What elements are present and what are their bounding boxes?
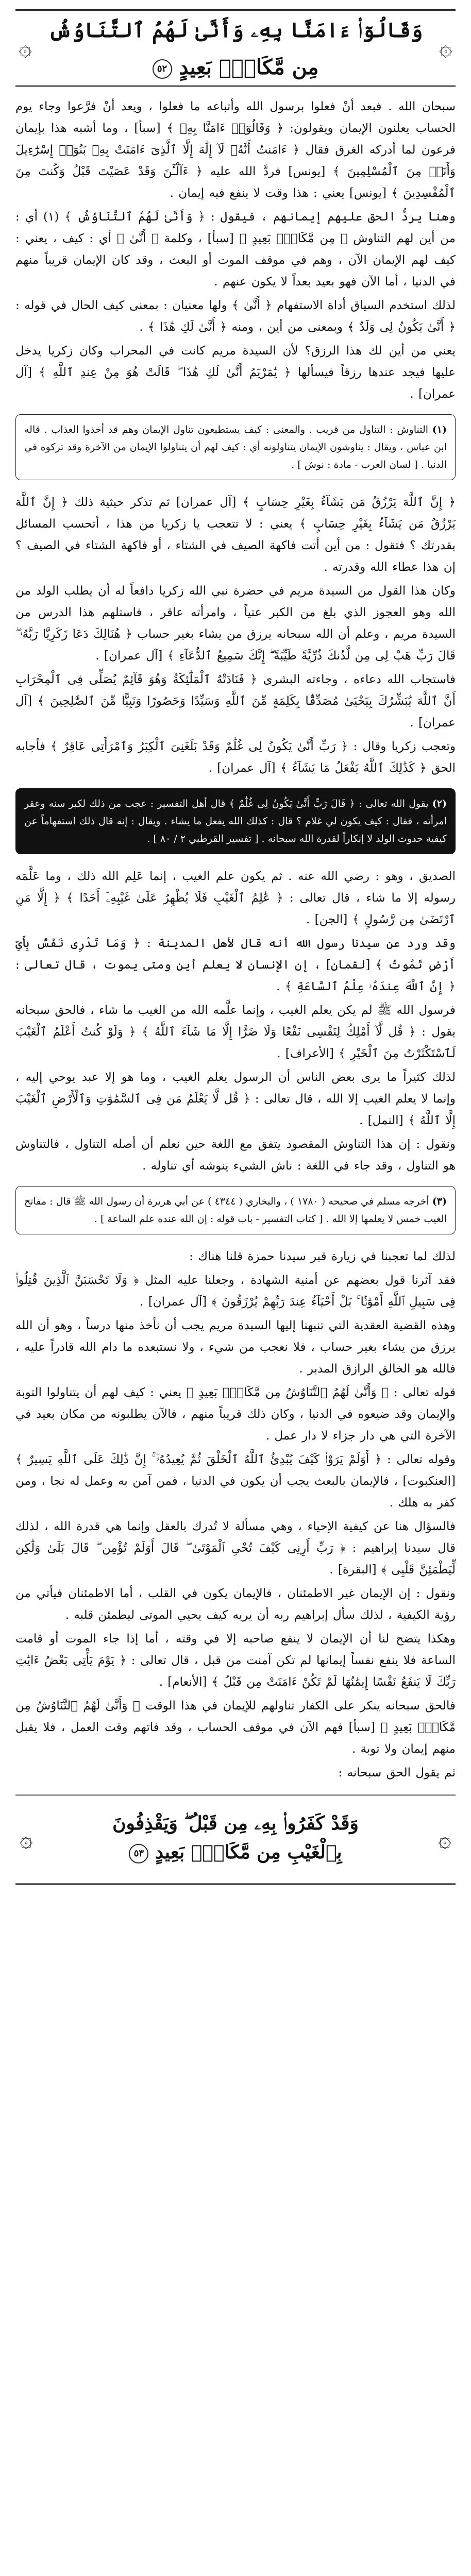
ornament-icon: ۞ <box>439 35 452 61</box>
footer-verse-line2-text: بِٱلْغَيْبِ مِن مَّكَانٍۭ بَعِيدٍ <box>155 1841 342 1863</box>
header-verse-line1: وَقَالُوٓا۟ ءَامَنَّا بِهِۦ وَأَنَّىٰ لَهُمُ ٱلتَّنَاوُشُ <box>48 18 423 42</box>
body-paragraph: وهكذا يتضح لنا أن الإيمان لا ينفع صاحبه إلا في وقته ، أما إذا جاء الموت أو قامت الساعة فلا ينفع نفساً إيمانها لم تكن آمنت من قبل ، قال تعالى : ﴿ يَوْمَ يَأْتِى بَعْضُ ءَايَٰتِ رَبِّكَ لَا يَنفَعُ نَفْسًا إِيمَٰنُهَا لَمْ تَكُنْ ءَامَنَتْ مِن قَبْلُ ﴾ [الأنعام] . <box>15 1632 456 1689</box>
body-paragraph: فاستجاب الله دعاءه ، وجاءته البشرى ﴿ فَنَادَتْهُ ٱلْمَلَٰٓئِكَةُ وَهُوَ قَآئِمٌ يُصَلِّى فِى ٱلْمِحْرَابِ أَنَّ ٱللَّهَ يُبَشِّرُكَ بِيَحْيَىٰ مُصَدِّقًۢا بِكَلِمَةٍ مِّنَ ٱللَّهِ وَسَيِّدًا وَحَصُورًا وَنَبِيًّا مِّنَ ٱلصَّٰلِحِينَ ﴾ [آل عمران] . <box>15 673 456 730</box>
footnote-number: (١) <box>432 424 447 435</box>
body-paragraph: وقوله تعالى : ﴿ أَوَلَمْ يَرَوْا۟ كَيْفَ يُبْدِئُ ٱللَّهُ ٱلْخَلْقَ ثُمَّ يُعِيدُهُۥٓ ۚ إِنَّ ذَٰلِكَ عَلَى ٱللَّهِ يَسِيرٌ ﴾ [العنكبوت] ، فالإيمان بالبعث يجب أن يكون في الدنيا ، فمن آمن به وعمل له نجا ، ومن كفر به هلك . <box>15 1453 456 1510</box>
body-paragraph: يعني من أين لك هذا الرزق؟ لأن السيدة مريم كانت في المحراب وكان زكريا يدخل عليها فيجد عندها رزقاً فيسألها ﴿ يَٰمَرْيَمُ أَنَّىٰ لَكِ هَٰذَا ۖ قَالَتْ هُوَ مِنْ عِندِ ٱللَّهِ ﴾ [آل عمران] . <box>15 344 456 401</box>
ornament-icon: ۞ <box>19 35 32 61</box>
body-paragraph: قوله تعالى : ﴿ وَأَنَّىٰ لَهُمُ ٱلتَّنَاوُشُ مِن مَّكَانٍۭ بَعِيدٍ ﴾ يعني : كيف لهم أن يتناولوا التوبة والإيمان وقد ضيعوه في الدنيا ، وكان ذلك قريباً منهم ، فالآن يطلبونه من مكان بعيد في الآخرة التي هي دار جزاء لا دار عمل . <box>15 1386 456 1443</box>
header-frame <box>15 9 456 87</box>
ornament-icon: ۞ <box>438 1826 451 1853</box>
footer-verse-banner <box>15 1794 456 1885</box>
body-paragraph: فالحق سبحانه ينكر على الكفار تناولهم للإيمان في هذا الوقت ﴿ وَأَنَّىٰ لَهُمُ ٱلتَّنَاوُشُ مِن مَّكَانٍۭ بَعِيدٍ ﴾ [سبأ] فهم الآن في موقف الحساب ، وقد فاتهم وقت العمل ، فلا يقبل منهم إيمان ولا توبة . <box>15 1699 456 1756</box>
footnote-text: أخرجه مسلم في صحيحه ( ١٧٨٠ ) ، والبخاري ( ٤٣٤٤ ) عن أبي هريرة أن رسول الله ﷺ قال : مفاتح الغيب خمس لا يعلمها إلا الله . [ كتاب التفسير - باب قوله : إن الله عنده علم الساعة ] . <box>24 1196 447 1225</box>
body-paragraph: الصديق ، وهو : رضي الله عنه . ثم يكون علم الغيب ، إنما عَلِم الله ذلك ، وما عَلَّمَه رسوله إلا ما شاء ، قال تعالى : ﴿ عَٰلِمُ ٱلْغَيْبِ فَلَا يُظْهِرُ عَلَىٰ غَيْبِهِۦٓ أَحَدًا ﴾ ﴿ إِلَّا مَنِ ٱرْتَضَىٰ مِن رَّسُولٍ ﴾ [الجن] . <box>15 870 456 926</box>
footer-verse-line2 <box>15 1838 456 1867</box>
body-paragraph: وتعجب زكريا وقال : ﴿ رَبِّ أَنَّىٰ يَكُونُ لِى غُلَٰمٌ وَقَدْ بَلَغَنِىَ ٱلْكِبَرُ وَٱمْرَأَتِى عَاقِرٌ ﴾ فأجابه الحق ﴿ كَذَٰلِكَ ٱللَّهُ يَفْعَلُ مَا يَشَآءُ ﴾ [آل عمران] . <box>15 740 456 775</box>
ayah-number: ٥٢ <box>153 59 172 79</box>
footnote-text: التناوش : التناول من قريب . والمعنى : كيف يستطيعون تناول الإيمان وهم قد أخذوا العذاب . قاله ابن عباس ، ويقال : يناوشون الإيمان يتناولونه أي : كيف لهم أن يتناولوا الإيمان من الآخرة وقد تركوه في الدنيا . [ لسان العرب - مادة : نوش ] . <box>24 424 447 470</box>
body-paragraph: وكان هذا القول من السيدة مريم في حضرة نبي الله زكريا دافعاً له أن يطلب الولد من الله وهو العجوز الذي بلغ من الكبر عتياً ، وامرأته عاقر ، فاستلهم هذا الدرس من السيدة مريم ، وعلم أن الله سبحانه يرزق من يشاء بغير حساب ﴿ هُنَالِكَ دَعَا زَكَرِيَّا رَبَّهُۥ ۖ قَالَ رَبِّ هَبْ لِى مِن لَّدُنكَ ذُرِّيَّةً طَيِّبَةً ۖ إِنَّكَ سَمِيعُ ٱلدُّعَآءِ ﴾ [آل عمران] . <box>15 584 456 663</box>
body-paragraph: وهنا يردُّ الحق عليهم إيمانهم ، فيقول : ﴿ وَأَنَّىٰ لَهُمُ ٱلتَّنَاوُشُ ﴾ (١) أي : من أين لهم التناوش ﴿ مِن مَّكَانٍۭ بَعِيدٍ ﴾ [سبأ] ، وكلمة ﴿ أَنَّىٰ ﴾ أي : كيف ، يعني : كيف لهم الإيمان الآن ، وهم في موقف الموت أو البعث ، وقد كان الإيمان قريباً منهم في الدنيا ، أما الآن فهو بعيد بعداً لا يكون عنهم . <box>15 210 456 289</box>
body-paragraph: ﴿ إِنَّ ٱللَّهَ يَرْزُقُ مَن يَشَآءُ بِغَيْرِ حِسَابٍ ﴾ [آل عمران] ثم تذكر حيثية ذلك ﴿ إِنَّ ٱللَّهَ يَرْزُقُ مَن يَشَآءُ بِغَيْرِ حِسَابٍ ﴾ يعني : لا تتعجب يا زكريا من هذا ، أتحسب المسائل بقدرتك ؟ فتقول : من أين أتت فاكهة الصيف في الشتاء ، أو فاكهة الشتاء في الصيف ؟ إن هذا عطاء الله وقدرته . <box>15 496 456 574</box>
footnote-text: يقول الله تعالى : ﴿ قَالَ رَبِّ أَنَّىٰ يَكُونُ لِى غُلَٰمٌ ﴾ قال أهل التفسير : عجب من ذلك لكبر سنه وعقر امرأته ، فقال : كيف يكون لي غلام ؟ قال : كذلك الله يفعل ما يشاء . ويقال : إنه قال ذلك استفهاماً عن كيفية حدوث الولد لا إنكاراً لقدرة الله سبحانه . [ تفسير القرطبي ٢ / ٨٠ ] . <box>24 798 447 844</box>
footnote-box <box>15 414 456 480</box>
body-paragraph: وقد ورد عن سيدنا رسول الله أنه قال لأهل المدينة : ﴿ وَمَا تَدْرِى نَفْسٌۢ بِأَىِّ أَرْضٍ تَمُوتُ ﴾ [لقمان] ، إن الإنسان لا يعلم أين ومتى يموت ، قال تعالى : ﴿ إِنَّ ٱللَّهَ عِندَهُۥ عِلْمُ ٱلسَّاعَةِ ﴾ . <box>15 937 456 993</box>
body-paragraph: لذلك كثيراً ما يرى بعض الناس أن الرسول يعلم الغيب ، وما هو إلا عبد يوحي إليه ، وإنما لا يعلم الغيب إلا الله ، قال تعالى : ﴿ قُل لَّا يَعْلَمُ مَن فِى ٱلسَّمَٰوَٰتِ وَٱلْأَرْضِ ٱلْغَيْبَ إِلَّا ٱللَّهُ ﴾ [النمل] . <box>15 1071 456 1127</box>
header-verse-banner <box>15 9 456 87</box>
footnote-number: (٣) <box>432 1196 447 1207</box>
body-paragraph: فقد آثرنا قول بعضهم عن أمنية الشهادة ، وجعلنا عليه المثل ﴿ وَلَا تَحْسَبَنَّ ٱلَّذِينَ قُتِلُوا۟ فِى سَبِيلِ ٱللَّهِ أَمْوَٰتًۢا ۚ بَلْ أَحْيَآءٌ عِندَ رَبِّهِمْ يُرْزَقُونَ ﴾ [آل عمران] . <box>15 1274 456 1309</box>
body-paragraph: ونقول : إن هذا التناوش المقصود يتفق مع اللغة حين نعلم أن أصله التناول ، فالتناوش هو التناول ، وقد جاء في اللغة : ناش الشيء ينوشه أي تناوله . <box>15 1138 456 1173</box>
footnote-box <box>15 1186 456 1234</box>
body-paragraph: فالسؤال هنا عن كيفية الإحياء ، وهي مسألة لا تُدرك بالعقل وإنما هي قدرة الله ، لذلك قال سيدنا إبراهيم : ﴿ رَبِّ أَرِنِى كَيْفَ تُحْىِ ٱلْمَوْتَىٰ ۖ قَالَ أَوَلَمْ تُؤْمِن ۖ قَالَ بَلَىٰ وَلَٰكِن لِّيَطْمَئِنَّ قَلْبِى ﴾ [البقرة] . <box>15 1520 456 1577</box>
footnote-number: (٢) <box>432 798 447 809</box>
body-paragraph: سبحان الله . فبعد أنْ فعلوا برسول الله وأتباعه ما فعلوا ، ويعد أنْ فرَّعوا وجاء يوم الحساب يعلنون الإيمان ويقولون: ﴿ وَقَالُوٓا۟ ءَامَنَّا بِهِۦ ﴾ [سبأ] ، وما أشبه هذا بإيمان فرعون لما أدركه الغرق فقال ﴿ ءَامَنتُ أَنَّهُۥ لَآ إِلَٰهَ إِلَّا ٱلَّذِىٓ ءَامَنَتْ بِهِۦ بَنُوٓا۟ إِسْرَٰٓءِيلَ وَأَنَا۠ مِنَ ٱلْمُسْلِمِينَ ﴾ [يونس] فردَّ الله عليه ﴿ ءَآلْـَٰٔنَ وَقَدْ عَصَيْتَ قَبْلُ وَكُنتَ مِنَ ٱلْمُفْسِدِينَ ﴾ [يونس] يعني : هذا وقت لا ينفع فيه إيمان . <box>15 100 456 200</box>
body-paragraph: فرسول الله ﷺ لم يكن يعلم الغيب ، وإنما علَّمه الله من الغيب ما شاء ، فالحق سبحانه يقول : ﴿ قُل لَّآ أَمْلِكُ لِنَفْسِى نَفْعًا وَلَا ضَرًّا إِلَّا مَا شَآءَ ٱللَّهُ ﴾ ﴿ وَلَوْ كُنتُ أَعْلَمُ ٱلْغَيْبَ لَٱسْتَكْثَرْتُ مِنَ ٱلْخَيْرِ ﴾ [الأعراف] . <box>15 1004 456 1060</box>
ayah-number: ٥٣ <box>129 1844 148 1863</box>
ornament-icon: ۞ <box>20 1826 33 1853</box>
header-verse-line2-text: مِن مَّكَانٍۭ بَعِيدٍ <box>179 55 319 79</box>
footnote-box-dark <box>15 788 456 854</box>
footer-verse-line1: وَقَدْ كَفَرُوا۟ بِهِۦ مِن قَبْلُ ۖ وَيَقْذِفُونَ <box>112 1812 359 1834</box>
body-paragraph: لذلك استخدم السياق أداة الاستفهام ﴿ أَنَّىٰ ﴾ ولها معنيان : بمعنى كيف الحال في قوله : ﴿ أَنَّىٰ يَكُونُ لِى وَلَدٌ ﴾ وبمعنى من أين ، ومنه ﴿ أَنَّىٰ لَكِ هَٰذَا ﴾ . <box>15 299 456 334</box>
body-paragraph: ثم يقول الحق سبحانه : <box>338 1766 456 1780</box>
body-paragraph: ونقول : إن الإيمان غير الاطمئنان ، فالإيمان يكون في القلب ، أما الاطمئنان فيأتي من رؤية الكيفية ، لذلك سأل إبراهيم ربه أن يريه كيف يحيي الموتى ليطمئن قلبه . <box>15 1587 456 1622</box>
body-paragraph: وهذه القضية العقدية التي تنبهنا إليها السيدة مريم يجب أن نأخذ منها درساً ، وهو أن الله يرزق من يشاء بغير حساب ، فلا نعجب من شيء ، ولا نستبعده ما دام الله قادراً عليه ، فالله هو الخالق الرازق المدبر . <box>15 1319 456 1376</box>
body-paragraph: لذلك لما تعجبنا في زيارة قبر سيدنا حمزة قلنا هناك : <box>189 1250 456 1263</box>
